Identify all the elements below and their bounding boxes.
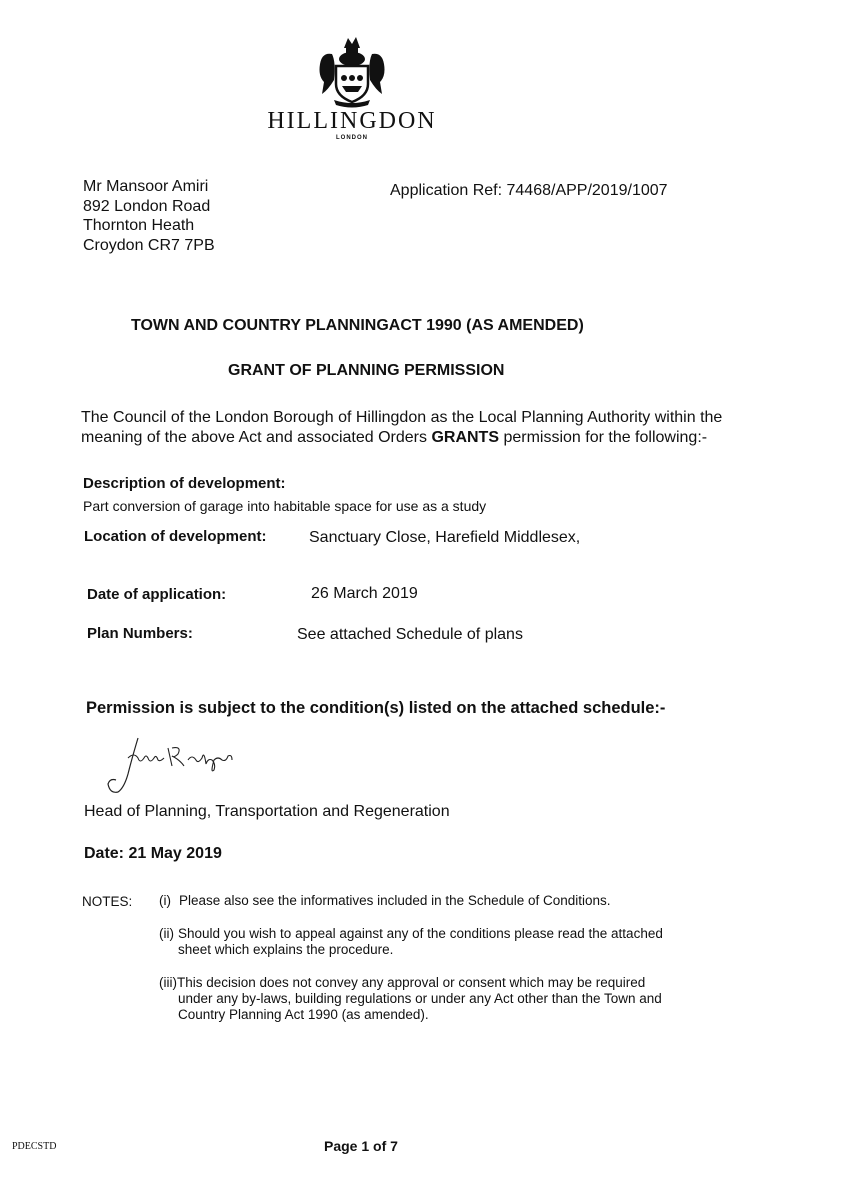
description-value: Part conversion of garage into habitable space for use as a study: [83, 498, 487, 514]
note-text: This decision does not convey any approval or consent which may be required: [177, 975, 646, 990]
note-marker: (ii): [159, 926, 174, 941]
note-marker: (iii): [159, 975, 177, 990]
description-label: Description of development:: [83, 475, 286, 492]
note-text: Should you wish to appeal against any of the conditions please read the attached: [178, 926, 663, 941]
location-label: Location of development:: [84, 528, 267, 545]
address-line: Mr Mansoor Amiri: [83, 178, 209, 195]
coat-of-arms-icon: [262, 34, 442, 108]
decision-date: Date: 21 May 2019: [84, 845, 222, 862]
signature-icon: [98, 734, 258, 796]
logo-wordmark: HILLINGDON: [267, 108, 437, 134]
address-line: Croydon CR7 7PB: [83, 237, 215, 254]
logo-subtitle: LONDON: [336, 135, 368, 141]
date-of-application-value: 26 March 2019: [311, 585, 418, 602]
note-marker: (i): [159, 893, 171, 908]
act-heading: TOWN AND COUNTRY PLANNINGACT 1990 (AS AMENDED): [131, 317, 584, 334]
signatory-title: Head of Planning, Transportation and Regeneration: [84, 803, 450, 820]
note-text: under any by-laws, building regulations or under any Act other than the Town and: [178, 991, 662, 1006]
council-logo: [262, 34, 442, 146]
grant-heading: GRANT OF PLANNING PERMISSION: [228, 362, 505, 379]
note-text: Country Planning Act 1990 (as amended).: [178, 1007, 429, 1022]
location-value: Sanctuary Close, Harefield Middlesex,: [309, 529, 581, 546]
permission-statement: Permission is subject to the condition(s) listed on the attached schedule:-: [86, 699, 666, 717]
intro-paragraph: [81, 408, 761, 447]
plan-numbers-value: See attached Schedule of plans: [297, 626, 523, 643]
date-of-application-label: Date of application:: [87, 586, 227, 603]
grants-keyword: GRANTS: [431, 428, 499, 446]
address-line: Thornton Heath: [83, 217, 195, 234]
intro-text: The Council of the London Borough of Hillingdon as the Local Planning Authority within the meaning of the above Act and associated Orders: [81, 409, 723, 446]
page-number: Page 1 of 7: [324, 1138, 398, 1154]
note-text: Please also see the informatives included in the Schedule of Conditions.: [179, 893, 611, 908]
intro-text-end: permission for the following:-: [499, 428, 708, 446]
application-reference: Application Ref: 74468/APP/2019/1007: [390, 182, 668, 199]
notes-label: NOTES:: [82, 894, 133, 909]
footer-code: PDECSTD: [12, 1141, 57, 1152]
address-line: 892 London Road: [83, 198, 211, 215]
plan-numbers-label: Plan Numbers:: [87, 625, 193, 642]
note-text: sheet which explains the procedure.: [178, 942, 394, 957]
